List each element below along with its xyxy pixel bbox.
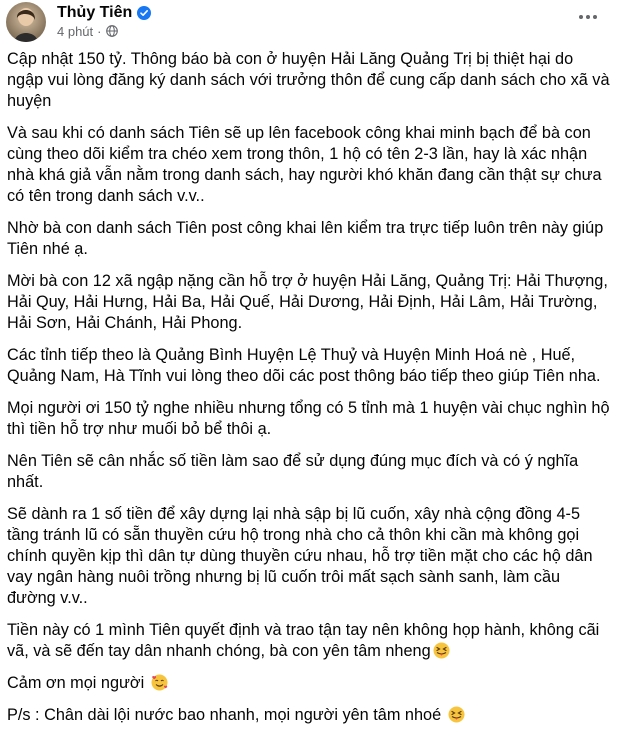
paragraph-text: Cảm ơn mọi người <box>7 674 145 692</box>
post-paragraph: Mọi người ơi 150 tỷ nghe nhiều nhưng tổng có 5 tỉnh mà 1 huyện vài chục nghìn hộ thì tiền hỗ trợ như muối bỏ bể thôi ạ. <box>7 399 610 438</box>
post-meta <box>57 23 118 39</box>
post-paragraph: Nên Tiên sẽ cân nhắc số tiền làm sao để sử dụng đúng mục đích và có ý nghĩa nhất. <box>7 452 579 491</box>
squinting-tongue-emoji-icon <box>433 642 450 659</box>
post-paragraph: Các tỉnh tiếp theo là Quảng Bình Huyện Lệ Thuỷ và Huyện Minh Hoá nè , Huế, Quảng Nam, Hà Tĩnh vui lòng theo dõi các post thông báo tiếp theo giúp Tiên nha. <box>7 346 601 385</box>
post-paragraph: Sẽ dành ra 1 số tiền để xây dựng lại nhà sập bị lũ cuốn, xây nhà cộng đồng 4-5 tầng tránh lũ có sẵn thuyền cứu hộ trong nhà cho cả thôn khi cần mà không gọi chính quyền kịp thì dân tự dùng thuyền cứu nhau, hỗ trợ tiền mặt cho các hộ dân vay ngân hàng nuôi trồng nhưng bị lũ cuốn trôi mất sạch sành sanh, làm cầu đường v.v.. <box>7 505 593 607</box>
author-avatar[interactable] <box>6 2 46 42</box>
post-paragraph-with-emoji <box>7 705 611 726</box>
post-body <box>7 49 611 737</box>
post-header <box>0 0 620 48</box>
post-paragraph-with-emoji <box>7 620 611 662</box>
post-timestamp[interactable]: 4 phút <box>57 23 94 39</box>
squinting-tongue-emoji-icon <box>448 706 465 723</box>
post-paragraph: Và sau khi có danh sách Tiên sẽ up lên facebook công khai minh bạch để bà con cùng theo dõi kiểm tra chéo xem trong thôn, 1 hộ có tên 2-3 lần, hay là xác nhận nhà khá giả vẫn nằm trong danh sách, hay người khó khăn đang cần thật sự chưa có tên trong danh sách v.v.. <box>7 124 602 205</box>
author-line <box>57 3 151 23</box>
post-paragraph: Mời bà con 12 xã ngập nặng cần hỗ trợ ở huyện Hải Lăng, Quảng Trị: Hải Thượng, Hải Quy, Hải Hưng, Hải Ba, Hải Quế, Hải Dương, Hải Định, Hải Lâm, Hải Trường, Hải Sơn, Hải Chánh, Hải Phong. <box>7 272 608 332</box>
meta-separator: · <box>97 23 102 39</box>
paragraph-text: Tiền này có 1 mình Tiên quyết định và trao tận tay nên không họp hành, không cãi vã, và sẽ đến tay dân nhanh chóng, bà con yên tâm nheng <box>7 621 600 660</box>
smiling-hearts-emoji-icon <box>151 674 168 691</box>
paragraph-text: P/s : Chân dài lội nước bao nhanh, mọi người yên tâm nhoé <box>7 706 442 724</box>
more-options-icon[interactable] <box>574 6 602 28</box>
post-paragraph: Cập nhật 150 tỷ. Thông báo bà con ở huyện Hải Lăng Quảng Trị bị thiệt hại do ngập vui lòng đăng ký danh sách với trưởng thôn để cung cấp danh sách cho xã và huyện <box>7 50 610 110</box>
globe-icon[interactable] <box>106 25 118 37</box>
post-paragraph-with-emoji <box>7 673 611 694</box>
author-name[interactable]: Thủy Tiên <box>57 4 133 21</box>
post-paragraph: Nhờ bà con danh sách Tiên post công khai lên kiểm tra trực tiếp luôn trên này giúp Tiên nhé ạ. <box>7 219 604 258</box>
verified-badge-icon <box>137 6 151 20</box>
